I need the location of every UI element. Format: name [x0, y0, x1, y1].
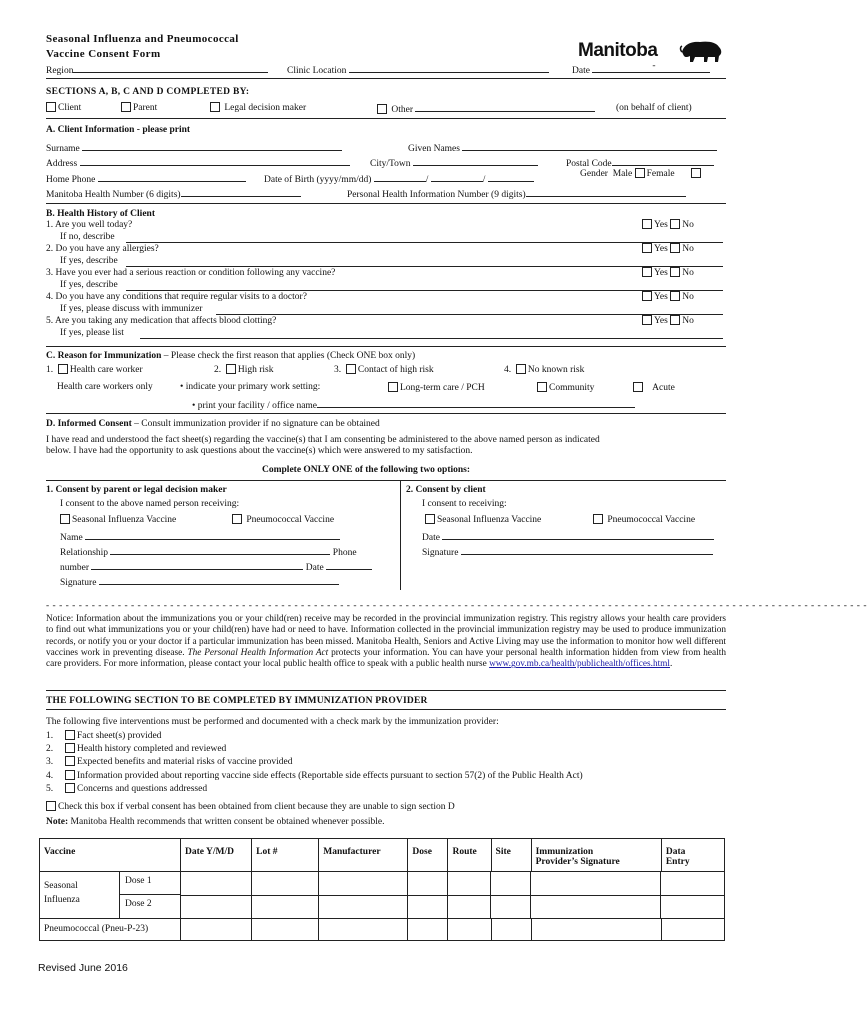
option2-flu-checkbox[interactable] — [425, 514, 435, 524]
completed-by-other[interactable]: Other — [377, 102, 595, 115]
home-phone-field[interactable]: Home Phone — [46, 172, 246, 185]
table-row — [40, 872, 725, 919]
question-5-followup[interactable]: If yes, please list — [60, 328, 124, 338]
question-4-followup[interactable]: If yes, please discuss with immunizer — [60, 304, 203, 314]
reason-high-risk[interactable]: 2. High risk — [214, 365, 274, 375]
cut-line: - - - - - - - - - - - - - - - - - - - - - - - - - - - - - - - - - - - - - - - - - - - - - - - - - - - - - - - - - - - - - - - - - - - - - - - - - - - - - - - - - - - - - - - - - - - - - - - - - - - - - - - - - - - - - - - - - - - - - - - - - - - - - - — [46, 601, 867, 611]
col-date: Date Y/M/D — [181, 839, 252, 872]
community-checkbox[interactable] — [537, 382, 547, 392]
provider-intro: The following five interventions must be performed and documented with a check mark by the immunization provider: — [46, 717, 499, 727]
completed-by-parent[interactable]: Parent — [121, 102, 157, 113]
q3-yes-checkbox[interactable] — [642, 267, 652, 277]
clinic-location-field[interactable] — [287, 63, 549, 76]
work-setting-ltc[interactable]: Long-term care / PCH — [388, 382, 485, 393]
given-names-field[interactable]: Given Names — [408, 141, 717, 154]
on-behalf-text: (on behalf of client) — [616, 103, 692, 113]
provider-checklist-item[interactable]: 2. Health history completed and reviewed — [46, 744, 227, 755]
option1-signature-field[interactable]: Signature — [60, 575, 339, 588]
provider-checklist-checkbox[interactable] — [65, 770, 75, 780]
facility-name-field[interactable]: • print your facility / office name — [192, 398, 635, 411]
hcw-only-label: Health care workers only — [57, 382, 153, 392]
reason-no-known-risk[interactable]: 4. No known risk — [504, 365, 585, 375]
question-1-followup[interactable]: If no, describe — [60, 232, 115, 242]
option1-name-field[interactable]: Name — [60, 530, 340, 543]
health-care-worker-checkbox[interactable] — [58, 364, 68, 374]
vaccine-table — [39, 838, 725, 941]
question-2-followup[interactable]: If yes, describe — [60, 256, 118, 266]
q4-no-checkbox[interactable] — [670, 291, 680, 301]
offices-link[interactable]: www.gov.mb.ca/health/publichealth/offices.html — [489, 659, 670, 670]
ltc-checkbox[interactable] — [388, 382, 398, 392]
option1-phone-number-field[interactable]: number Date — [60, 560, 372, 573]
section-a-heading: A. Client Information - please print — [46, 125, 191, 135]
completed-by-legal[interactable]: Legal decision maker — [210, 102, 306, 113]
provider-checklist-item[interactable]: 4. Information provided about reporting vaccine side effects (Reportable side effects pursuant to section 57(2) of the Public Health Act) — [46, 770, 583, 781]
q3-no-checkbox[interactable] — [670, 267, 680, 277]
option2-signature-field[interactable]: Signature — [422, 545, 713, 558]
mhn-field[interactable]: Manitoba Health Number (6 digits) — [46, 187, 301, 200]
option1-heading: 1. Consent by parent or legal decision maker — [46, 485, 227, 495]
col-route: Route — [448, 839, 491, 872]
col-site: Site — [491, 839, 531, 872]
complete-one-instruction: Complete ONLY ONE of the following two options: — [262, 465, 471, 475]
male-checkbox[interactable] — [635, 168, 645, 178]
q1-yes-checkbox[interactable] — [642, 219, 652, 229]
option1-pneumo-checkbox[interactable] — [232, 514, 242, 524]
work-setting-acute[interactable]: Acute — [633, 382, 675, 393]
region-label: Region — [46, 66, 74, 76]
clinic-location-label: Clinic Location — [287, 66, 347, 76]
logo-wordmark: Manitoba — [578, 40, 658, 61]
flu-vaccine-cell: Seasonal Influenza Dose 1 Dose 2 — [40, 872, 181, 919]
postal-code-field[interactable]: Postal Code — [566, 156, 714, 169]
q4-yes-checkbox[interactable] — [642, 291, 652, 301]
question-2: 2. Do you have any allergies? — [46, 244, 159, 254]
q5-no-checkbox[interactable] — [670, 315, 680, 325]
work-setting-community[interactable]: Community — [537, 382, 594, 393]
option2-heading: 2. Consent by client — [406, 485, 486, 495]
option1-relationship-field[interactable]: Relationship Phone — [60, 545, 357, 558]
header-date-field[interactable]: Date - — [572, 63, 710, 76]
col-vaccine: Vaccine — [40, 839, 181, 872]
question-3-followup[interactable]: If yes, describe — [60, 280, 118, 290]
provider-checklist-checkbox[interactable] — [65, 730, 75, 740]
question-4: 4. Do you have any conditions that require regular visits to a doctor? — [46, 292, 307, 302]
option2-flu[interactable]: Seasonal Influenza Vaccine — [425, 514, 541, 525]
reason-health-care-worker[interactable]: 1. Health care worker — [46, 365, 143, 375]
q3-answer: Yes No — [642, 267, 694, 278]
notice-paragraph: Notice: Information about the immunizations you or your child(ren) receive may be recorded in the provincial immunization registry. This registry allows your health care providers to find out what immunizations you or your child(ren) have had or need to have. Information collected in the provincial immunization registry may be used to produce immunization records, or notify you or your doctor if a particular immunization has been missed. Manitoba Health, Seniors and Active Living may use the information to monitor how well different vaccines work in preventing disease. The Personal Health Information Act protects your information. You can have your personal health information hidden from view from health care providers. For more information, please contact your local public health office to speak with a public health nurse www.gov.mb.ca/health/publichealth/offices.html. — [46, 614, 726, 670]
pneumo-vaccine-cell: Pneumococcal (Pneu-P-23) — [40, 919, 181, 941]
section-c-heading: C. Reason for Immunization – Please check the first reason that applies (Check ONE box only) — [46, 351, 416, 361]
dose1-label: Dose 1 — [120, 872, 180, 895]
q2-yes-checkbox[interactable] — [642, 243, 652, 253]
q2-no-checkbox[interactable] — [670, 243, 680, 253]
option2-consent-text: I consent to receiving: — [422, 499, 507, 509]
client-checkbox[interactable] — [46, 102, 56, 112]
legal-decision-maker-checkbox[interactable] — [210, 102, 220, 112]
option2-date-field[interactable]: Date — [422, 530, 714, 543]
option1-pneumo[interactable]: Pneumococcal Vaccine — [232, 514, 334, 525]
provider-checklist-checkbox[interactable] — [65, 743, 75, 753]
consent-text-line1: I have read and understood the fact sheet(s) regarding the vaccine(s) that I am consenting be administered to the above named person as indicated — [46, 435, 600, 445]
option2-pneumo[interactable]: Pneumococcal Vaccine — [593, 514, 695, 525]
other-checkbox[interactable] — [377, 104, 387, 114]
completed-by-heading: SECTIONS A, B, C AND D COMPLETED BY: — [46, 87, 250, 97]
vaccine-table-header — [40, 839, 725, 872]
col-signature: Immunization Provider’s Signature — [531, 839, 661, 872]
reason-contact-high-risk[interactable]: 3. Contact of high risk — [334, 365, 434, 375]
female-checkbox[interactable] — [691, 168, 701, 178]
question-1: 1. Are you well today? — [46, 220, 133, 230]
bison-icon — [678, 38, 724, 64]
option1-consent-text: I consent to the above named person receiving: — [60, 499, 240, 509]
surname-field[interactable]: Surname — [46, 141, 342, 154]
contact-high-risk-checkbox[interactable] — [346, 364, 356, 374]
option1-flu-checkbox[interactable] — [60, 514, 70, 524]
table-row — [40, 919, 725, 941]
option2-pneumo-checkbox[interactable] — [593, 514, 603, 524]
col-dose: Dose — [408, 839, 448, 872]
provider-checklist-item[interactable]: 1. Fact sheet(s) provided — [46, 731, 162, 741]
manitoba-logo — [576, 38, 726, 66]
provider-checklist-item[interactable]: 3. Expected benefits and material risks of vaccine provided — [46, 757, 293, 768]
provider-checklist-checkbox[interactable] — [65, 756, 75, 766]
work-setting-label: • indicate your primary work setting: — [180, 382, 321, 392]
header-date-label: Date — [572, 66, 590, 76]
col-lot: Lot # — [252, 839, 319, 872]
flu-entry-cells[interactable] — [181, 872, 725, 919]
provider-note: Note: Manitoba Health recommends that written consent be obtained whenever possible. — [46, 817, 385, 827]
completed-by-client[interactable]: Client — [46, 102, 81, 113]
q4-answer: Yes No — [642, 291, 694, 302]
options-divider — [400, 480, 401, 590]
form-title-line1: Seasonal Influenza and Pneumococcal — [46, 33, 239, 45]
col-data-entry: Data Entry — [661, 839, 724, 872]
city-field[interactable]: City/Town — [370, 156, 538, 169]
q2-answer: Yes No — [642, 243, 694, 254]
q1-no-checkbox[interactable] — [670, 219, 680, 229]
gender-field: Gender Male Female — [580, 168, 703, 179]
question-5: 5. Are you taking any medication that affects blood clotting? — [46, 316, 277, 326]
acute-checkbox[interactable] — [633, 382, 643, 392]
dose2-label: Dose 2 — [125, 899, 152, 909]
address-field[interactable]: Address — [46, 156, 350, 169]
question-3: 3. Have you ever had a serious reaction or condition following any vaccine? — [46, 268, 336, 278]
form-title-line2: Vaccine Consent Form — [46, 48, 161, 60]
provider-checklist-item[interactable]: 5. Concerns and questions addressed — [46, 783, 208, 794]
verbal-consent-checkbox[interactable] — [46, 801, 56, 811]
section-b-heading: B. Health History of Client — [46, 209, 155, 219]
col-manufacturer: Manufacturer — [319, 839, 408, 872]
q5-answer: Yes No — [642, 315, 694, 326]
no-known-risk-checkbox[interactable] — [516, 364, 526, 374]
verbal-consent[interactable]: Check this box if verbal consent has been obtained from client because they are unable to sign section D — [46, 801, 455, 812]
q5-yes-checkbox[interactable] — [642, 315, 652, 325]
region-field[interactable] — [46, 63, 268, 76]
provider-section-heading: THE FOLLOWING SECTION TO BE COMPLETED BY IMMUNIZATION PROVIDER — [46, 696, 428, 706]
consent-text-line2: below. I have had the opportunity to ask questions about the vaccine(s) which were answered to my satisfaction. — [46, 446, 473, 456]
q1-answer: Yes No — [642, 219, 694, 230]
provider-checklist-checkbox[interactable] — [65, 783, 75, 793]
section-d-heading: D. Informed Consent – Consult immunization provider if no signature can be obtained — [46, 419, 380, 429]
high-risk-checkbox[interactable] — [226, 364, 236, 374]
dob-field[interactable]: Date of Birth (yyyy/mm/dd) / / — [264, 172, 534, 185]
option1-flu[interactable]: Seasonal Influenza Vaccine — [60, 514, 176, 525]
revised-date: Revised June 2016 — [38, 962, 128, 974]
phin-field[interactable]: Personal Health Information Number (9 digits) — [347, 187, 686, 200]
parent-checkbox[interactable] — [121, 102, 131, 112]
